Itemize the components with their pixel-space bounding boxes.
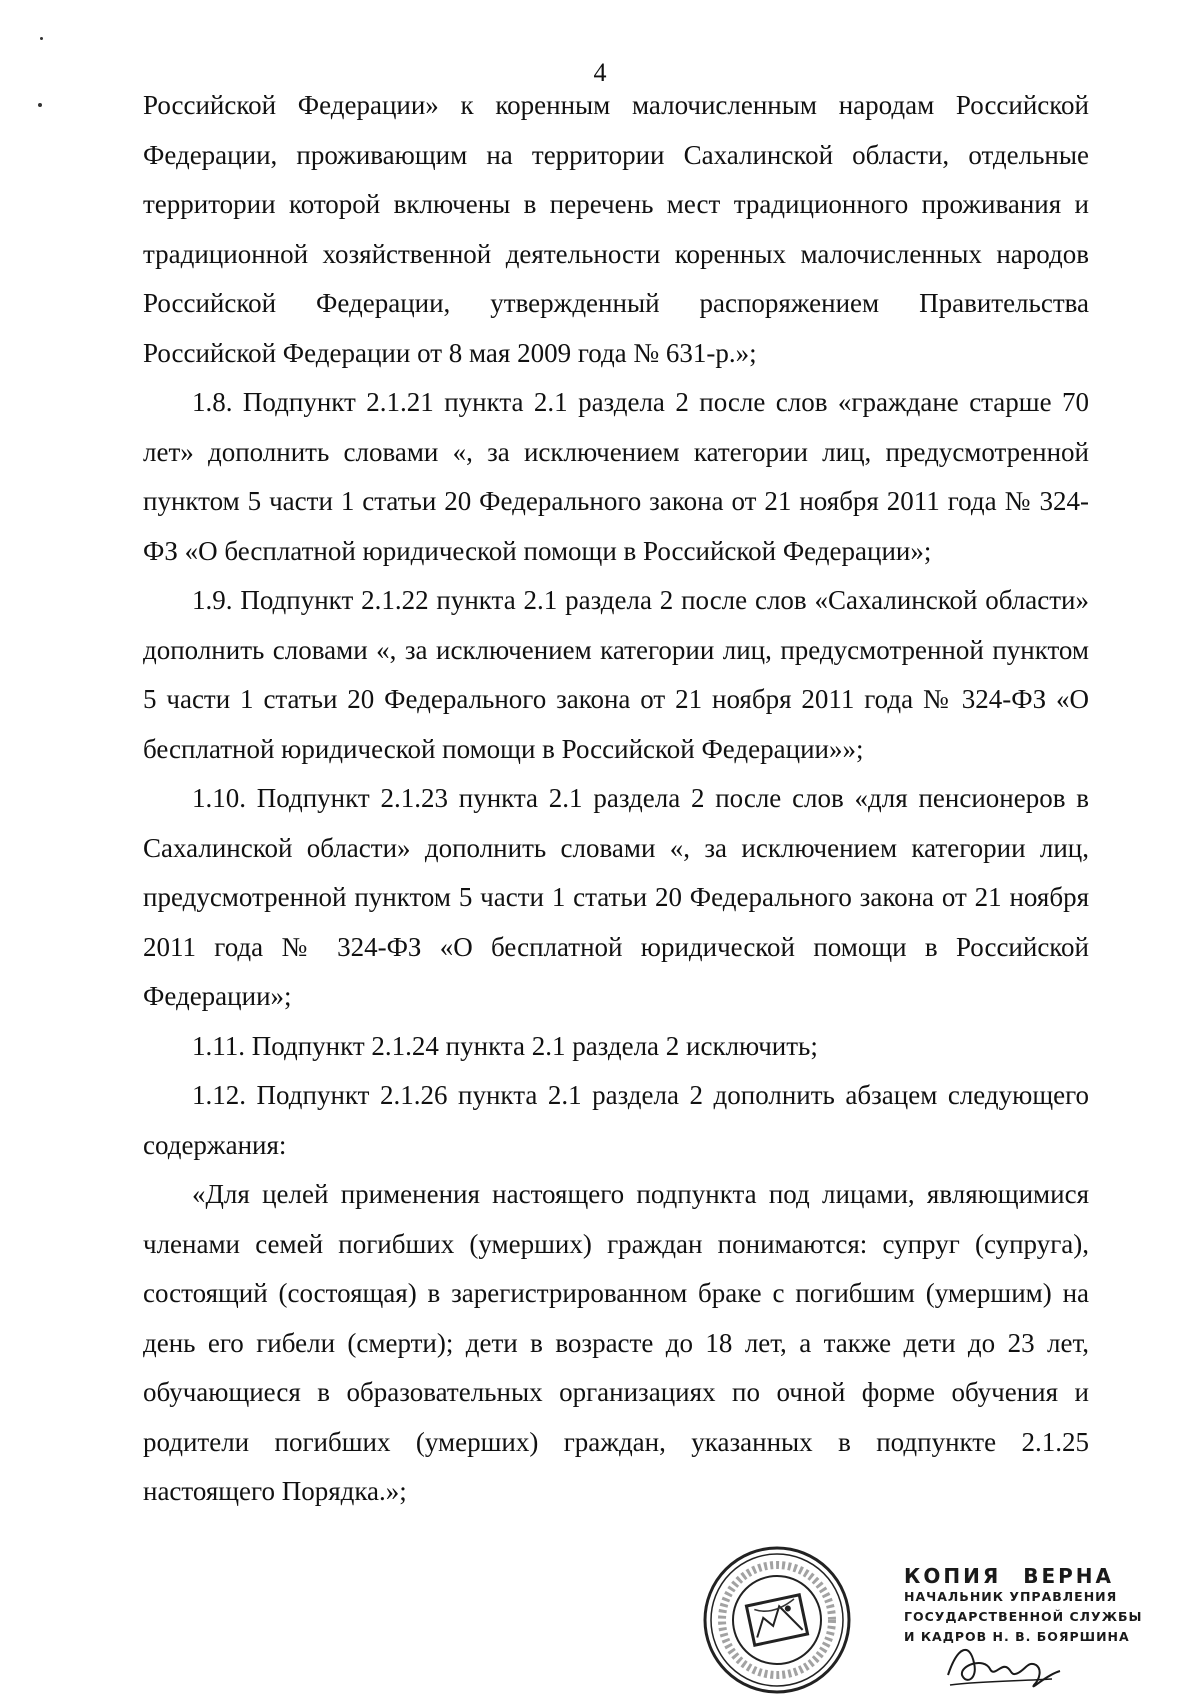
paragraph-1-12: 1.12. Подпункт 2.1.26 пункта 2.1 раздела 2 дополнить абзацем следующего содержания:	[143, 1080, 1089, 1160]
copy-true-line	[904, 1565, 1114, 1587]
signatory-line: И КАДРОВ Н. В. БОЯРШИНА	[904, 1629, 1130, 1644]
paragraph-quote: «Для целей применения настоящего подпункта под лицами, являющимися членами семей погибших (умерших) граждан понимаются: супруг (супруга), состоящий (состоящая) в зарегистрированном браке с погибшим (умершим) на день его гибели (смерти); дети в возрасте до 18 лет, а также дети до 23 лет, обучающиеся в образовательных организациях по очной форме обучения и родители погибших (умерших) граждан, указанных в подпункте 2.1.25 настоящего Порядка.»;	[143, 1179, 1089, 1506]
scan-speck	[38, 103, 42, 107]
paragraph-1-8: 1.8. Подпункт 2.1.21 пункта 2.1 раздела 2 после слов «граждане старше 70 лет» дополнить словами «, за исключением категории лиц, предусмотренной пунктом 5 части 1 статьи 20 Федерального закона от 21 ноября 2011 года № 324-ФЗ «О бесплатной юридической помощи в Российской Федерации»;	[143, 387, 1089, 566]
position-line: НАЧАЛЬНИК УПРАВЛЕНИЯ	[904, 1589, 1118, 1604]
paragraph-1-9: 1.9. Подпункт 2.1.22 пункта 2.1 раздела 2 после слов «Сахалинской области» дополнить словами «, за исключением категории лиц, предусмотренной пунктом 5 части 1 статьи 20 Федерального закона от 21 ноября 2011 года № 324-ФЗ «О бесплатной юридической помощи в Российской Федерации»»;	[143, 585, 1089, 764]
department-line: ГОСУДАРСТВЕННОЙ СЛУЖБЫ	[904, 1609, 1143, 1624]
paragraph-continuation: Российской Федерации» к коренным малочисленным народам Российской Федерации, проживающим на территории Сахалинской области, отдельные территории которой включены в перечень мест традиционного проживания и традиционной хозяйственной деятельности коренных малочисленных народов Российской Федерации, утвержденный распоряжением Правительства Российской Федерации от 8 мая 2009 года № 631-р.»;	[143, 90, 1089, 368]
certification-block	[700, 1545, 1170, 1695]
page-number: 4	[593, 58, 607, 87]
document-body	[143, 81, 1089, 1517]
scan-speck	[40, 37, 43, 40]
paragraph-1-10: 1.10. Подпункт 2.1.23 пункта 2.1 раздела 2 после слов «для пенсионеров в Сахалинской области» дополнить словами «, за исключением категории лиц, предусмотренной пунктом 5 части 1 статьи 20 Федерального закона от 21 ноября 2011 года № 324-ФЗ «О бесплатной юридической помощи в Российской Федерации»;	[143, 783, 1089, 1011]
true-label: ВЕРНА	[1023, 1564, 1114, 1588]
official-seal-icon	[702, 1545, 852, 1695]
signature-icon	[940, 1635, 1070, 1695]
paragraph-1-11: 1.11. Подпункт 2.1.24 пункта 2.1 раздела 2 исключить;	[192, 1030, 818, 1061]
copy-label: КОПИЯ	[904, 1564, 1002, 1588]
